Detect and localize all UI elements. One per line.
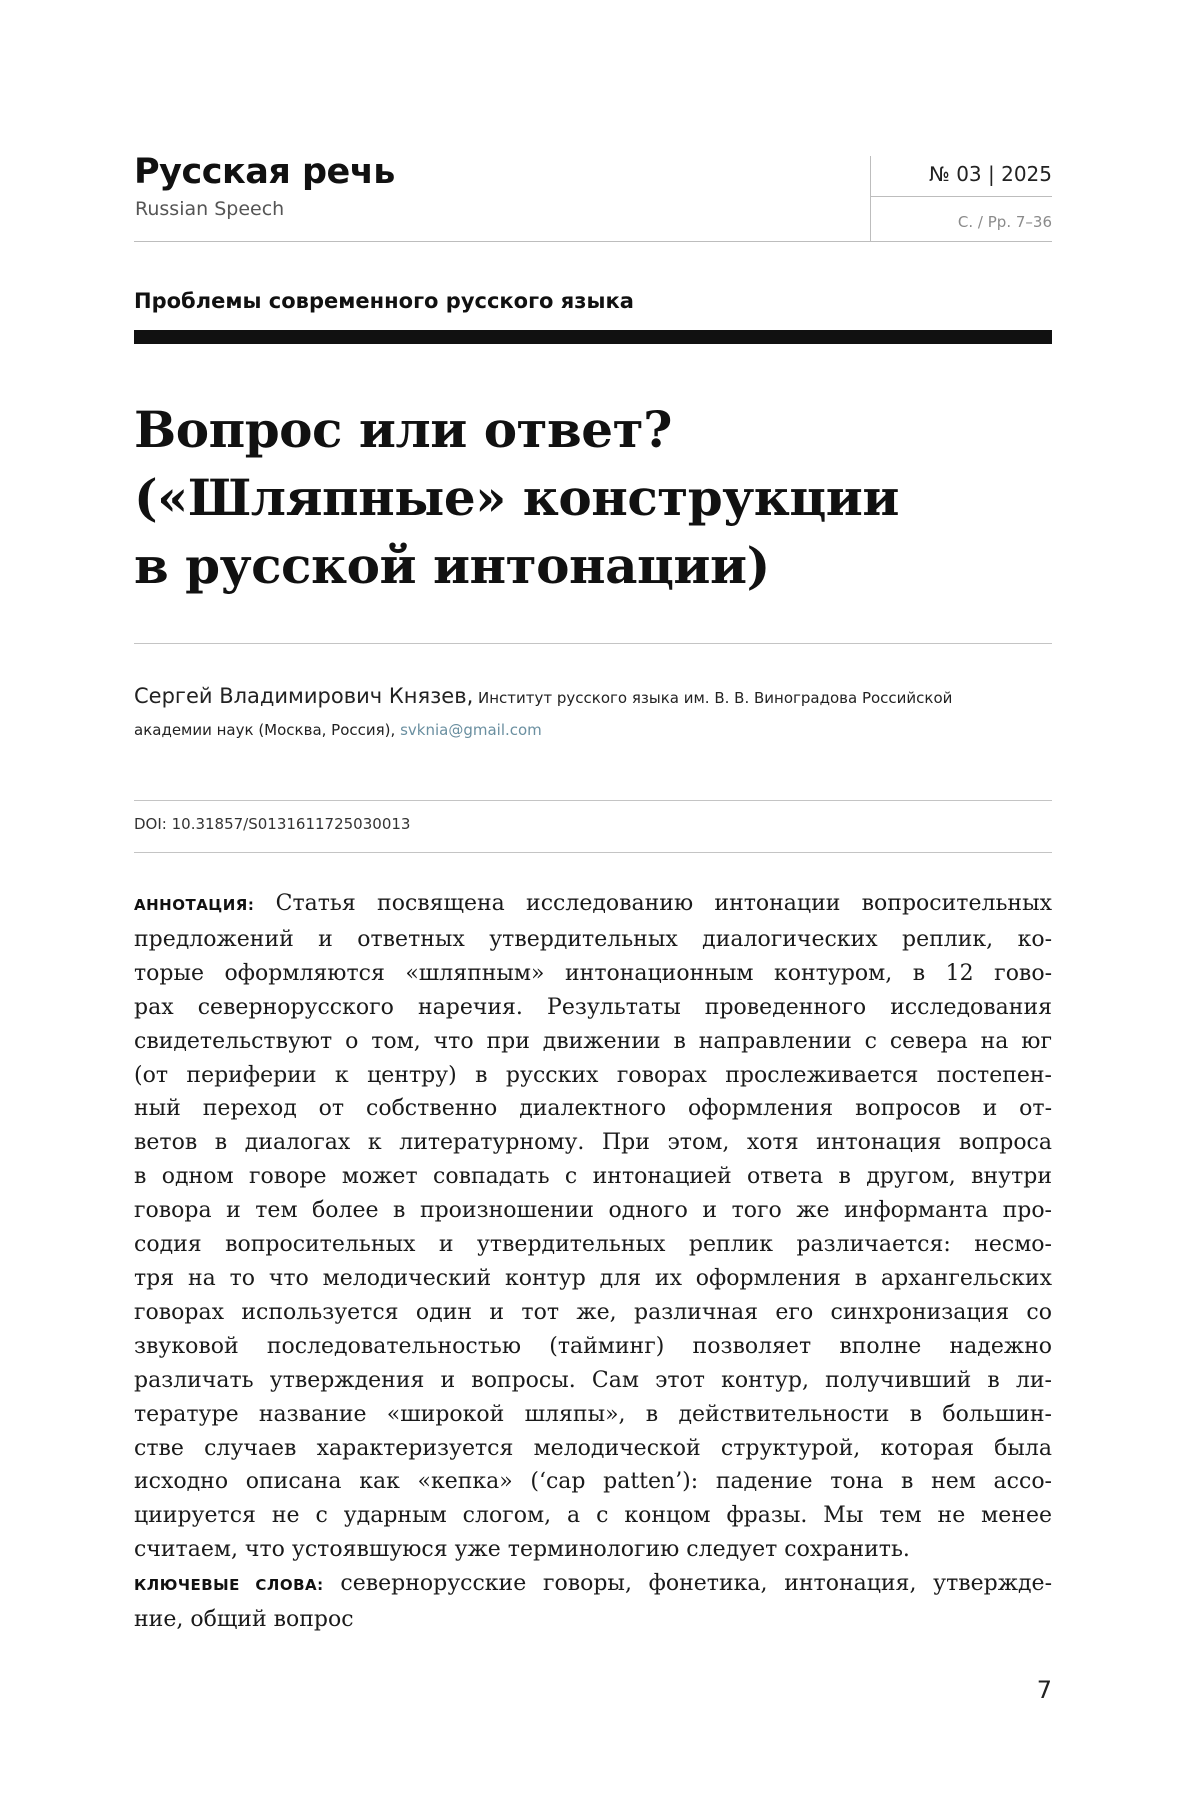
doi-rule <box>134 852 1052 853</box>
abstract-line: тря на то что мелодический контур для их оформления в архангельских <box>134 1265 1052 1291</box>
abstract-line: Статья посвящена исследованию интонации вопросительных <box>275 891 1052 916</box>
abstract-line: говорах используется один и тот же, различная его синхронизация со <box>134 1299 1052 1325</box>
abstract-line: торые оформляются «шляпным» интонационным контуром, в 12 гово- <box>134 960 1052 986</box>
header-inner-divider <box>870 196 1052 197</box>
author-rule <box>134 800 1052 801</box>
abstract-line: ветов в диалогах к литературному. При этом, хотя интонация вопроса <box>134 1130 1052 1156</box>
abstract-line: считаем, что устоявшуюся уже терминологию следует сохранить. <box>134 1537 910 1563</box>
abstract-label: АННОТАЦИЯ: <box>134 896 255 914</box>
abstract-line: звуковой последовательностью (тайминг) позволяет вполне надежно <box>134 1333 1052 1359</box>
article-title-line: («Шляпные» конструкции <box>134 468 899 527</box>
abstract-section <box>134 887 1052 1637</box>
page-number: 7 <box>1036 1676 1052 1704</box>
keywords <box>134 1567 1052 1637</box>
page-range: С. / Pp. 7–36 <box>957 213 1052 231</box>
author-affiliation: Институт русского языка им. В. В. Виноградова Российской <box>478 689 953 707</box>
abstract-line: ный переход от собственно диалектного оформления вопросов и от- <box>134 1096 1052 1122</box>
journal-header <box>134 150 1052 242</box>
section-title: Проблемы современного русского языка <box>134 289 634 313</box>
journal-subtitle: Russian Speech <box>135 198 285 220</box>
journal-title: Русская речь <box>134 152 395 192</box>
abstract-line: (от периферии к центру) в русских говорах прослеживается постепен- <box>134 1062 1052 1088</box>
abstract-line: различать утверждения и вопросы. Сам этот контур, получивший в ли- <box>134 1367 1052 1393</box>
header-rule <box>134 241 1052 242</box>
title-rule <box>134 643 1052 644</box>
section-rule <box>134 330 1052 344</box>
abstract-line: исходно описана как «кепка» (‘cap patten’): падение тона в нем ассо- <box>134 1469 1052 1495</box>
author-block <box>134 680 1052 746</box>
abstract-line: рах севернорусского наречия. Результаты проведенного исследования <box>134 994 1052 1020</box>
abstract-line: содия вопросительных и утвердительных реплик различается: несмо- <box>134 1232 1052 1258</box>
article-title <box>134 396 1052 600</box>
article-title-line: в русской интонации) <box>134 536 770 595</box>
abstract-line: говора и тем более в произношении одного и того же информанта про- <box>134 1198 1052 1224</box>
keywords-line: севернорусские говоры, фонетика, интонация, утвержде- <box>340 1571 1052 1597</box>
issue-number: № 03 | 2025 <box>929 162 1052 186</box>
abstract-line: стве случаев характеризуется мелодической структурой, которая была <box>134 1435 1052 1461</box>
author-name: Сергей Владимирович Князев, <box>134 684 474 708</box>
abstract-line: в одном говоре может совпадать с интонацией ответа в другом, внутри <box>134 1164 1052 1190</box>
abstract-line: предложений и ответных утвердительных диалогических реплик, ко- <box>134 926 1052 952</box>
abstract-line: тературе название «широкой шляпы», в действительности в большин- <box>134 1401 1052 1427</box>
abstract <box>134 887 1052 1567</box>
header-divider <box>870 156 871 242</box>
article-title-line: Вопрос или ответ? <box>134 400 672 459</box>
keywords-line: ние, общий вопрос <box>134 1607 354 1633</box>
author-email-link[interactable]: svknia@gmail.com <box>400 721 542 739</box>
abstract-line: циируется не с ударным слогом, а с концом фразы. Мы тем не менее <box>134 1503 1052 1529</box>
author-affiliation-cont: академии наук (Москва, Россия), <box>134 721 396 739</box>
doi[interactable]: DOI: 10.31857/S0131611725030013 <box>134 815 411 833</box>
keywords-label: КЛЮЧЕВЫЕ СЛОВА: <box>134 1576 324 1595</box>
abstract-line: свидетельствуют о том, что при движении в направлении с севера на юг <box>134 1028 1052 1054</box>
